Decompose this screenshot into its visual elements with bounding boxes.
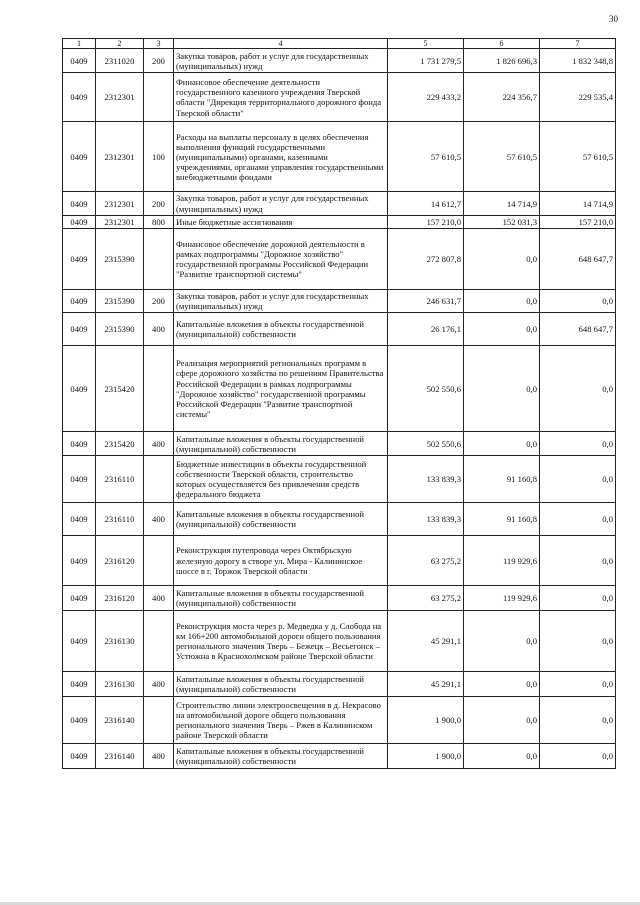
section-code: 0409 bbox=[63, 672, 96, 697]
target-code: 2312301 bbox=[96, 122, 144, 192]
header-cell: 2 bbox=[96, 39, 144, 49]
table-row bbox=[63, 611, 616, 672]
amount-col6: 0,0 bbox=[464, 313, 540, 346]
table-row bbox=[63, 672, 616, 697]
expense-type-code: 400 bbox=[144, 744, 174, 769]
amount-col7: 57 610,5 bbox=[540, 122, 616, 192]
expense-type-code: 100 bbox=[144, 122, 174, 192]
amount-col6: 91 160,8 bbox=[464, 456, 540, 503]
header-cell: 4 bbox=[174, 39, 388, 49]
target-code: 2316130 bbox=[96, 672, 144, 697]
amount-col7: 0,0 bbox=[540, 744, 616, 769]
section-code: 0409 bbox=[63, 697, 96, 744]
expense-type-code bbox=[144, 73, 174, 122]
table-row bbox=[63, 536, 616, 586]
amount-col7: 648 647,7 bbox=[540, 313, 616, 346]
amount-col6: 0,0 bbox=[464, 228, 540, 289]
amount-col7: 0,0 bbox=[540, 456, 616, 503]
expense-type-code bbox=[144, 697, 174, 744]
amount-col6: 0,0 bbox=[464, 289, 540, 312]
expense-type-code bbox=[144, 346, 174, 432]
target-code: 2316140 bbox=[96, 697, 144, 744]
expense-type-code: 200 bbox=[144, 289, 174, 312]
item-description: Реализация мероприятий региональных программ в сфере дорожного хозяйства по решениям Правительства Российской Федерации в рамках подпрограммы "Дорожное хозяйство" государственной программы Российской Федерации "Развитие транспортной системы" bbox=[174, 346, 388, 432]
target-code: 2316110 bbox=[96, 503, 144, 536]
amount-col6: 14 714,9 bbox=[464, 192, 540, 215]
table-row bbox=[63, 346, 616, 432]
expense-type-code: 400 bbox=[144, 672, 174, 697]
table-row bbox=[63, 313, 616, 346]
item-description: Расходы на выплаты персоналу в целях обеспечения выполнения функций государственными (муниципальными) органами, казенными учреждениями, органами управления государственными внебюджетными фондами bbox=[174, 122, 388, 192]
expense-type-code bbox=[144, 228, 174, 289]
amount-col6: 0,0 bbox=[464, 672, 540, 697]
expense-type-code: 400 bbox=[144, 432, 174, 456]
item-description: Капитальные вложения в объекты государственной (муниципальной) собственности bbox=[174, 586, 388, 611]
amount-col5: 246 631,7 bbox=[388, 289, 464, 312]
item-description: Капитальные вложения в объекты государственной (муниципальной) собственности bbox=[174, 672, 388, 697]
target-code: 2315390 bbox=[96, 228, 144, 289]
table-row bbox=[63, 192, 616, 215]
header-cell: 6 bbox=[464, 39, 540, 49]
section-code: 0409 bbox=[63, 503, 96, 536]
target-code: 2316120 bbox=[96, 586, 144, 611]
expense-type-code bbox=[144, 611, 174, 672]
table-row bbox=[63, 432, 616, 456]
item-description: Закупка товаров, работ и услуг для государственных (муниципальных) нужд bbox=[174, 49, 388, 73]
target-code: 2316130 bbox=[96, 611, 144, 672]
amount-col5: 133 839,3 bbox=[388, 456, 464, 503]
amount-col7: 157 210,0 bbox=[540, 215, 616, 228]
amount-col5: 57 610,5 bbox=[388, 122, 464, 192]
section-code: 0409 bbox=[63, 456, 96, 503]
amount-col6: 0,0 bbox=[464, 432, 540, 456]
item-description: Иные бюджетные ассигнования bbox=[174, 215, 388, 228]
section-code: 0409 bbox=[63, 536, 96, 586]
section-code: 0409 bbox=[63, 346, 96, 432]
amount-col6: 91 160,8 bbox=[464, 503, 540, 536]
amount-col5: 157 210,0 bbox=[388, 215, 464, 228]
target-code: 2315420 bbox=[96, 346, 144, 432]
item-description: Строительство линии электроосвещения в д. Некрасово на автомобильной дороге общего пользования регионального значения Тверь – Ржев в Калининском районе Тверской области bbox=[174, 697, 388, 744]
section-code: 0409 bbox=[63, 122, 96, 192]
target-code: 2316110 bbox=[96, 456, 144, 503]
amount-col7: 229 535,4 bbox=[540, 73, 616, 122]
section-code: 0409 bbox=[63, 611, 96, 672]
amount-col5: 502 550,6 bbox=[388, 346, 464, 432]
target-code: 2312301 bbox=[96, 192, 144, 215]
section-code: 0409 bbox=[63, 192, 96, 215]
section-code: 0409 bbox=[63, 313, 96, 346]
section-code: 0409 bbox=[63, 744, 96, 769]
header-row bbox=[63, 39, 616, 49]
amount-col6: 119 929,6 bbox=[464, 586, 540, 611]
table-row bbox=[63, 586, 616, 611]
amount-col7: 1 832 348,8 bbox=[540, 49, 616, 73]
amount-col6: 0,0 bbox=[464, 346, 540, 432]
item-description: Капитальные вложения в объекты государственной (муниципальной) собственности bbox=[174, 432, 388, 456]
item-description: Реконструкция путепровода через Октябрьскую железную дорогу в створе ул. Мира - Калининское шоссе в г. Торжок Тверской области bbox=[174, 536, 388, 586]
amount-col5: 45 291,1 bbox=[388, 611, 464, 672]
table-row bbox=[63, 215, 616, 228]
item-description: Капитальные вложения в объекты государственной (муниципальной) собственности bbox=[174, 744, 388, 769]
section-code: 0409 bbox=[63, 49, 96, 73]
amount-col5: 1 731 279,5 bbox=[388, 49, 464, 73]
target-code: 2312301 bbox=[96, 215, 144, 228]
amount-col6: 57 610,5 bbox=[464, 122, 540, 192]
item-description: Закупка товаров, работ и услуг для государственных (муниципальных) нужд bbox=[174, 192, 388, 215]
header-cell: 3 bbox=[144, 39, 174, 49]
table-row bbox=[63, 228, 616, 289]
table-row bbox=[63, 744, 616, 769]
amount-col5: 133 839,3 bbox=[388, 503, 464, 536]
amount-col5: 1 900,0 bbox=[388, 697, 464, 744]
header-cell: 1 bbox=[63, 39, 96, 49]
table-row bbox=[63, 73, 616, 122]
amount-col7: 0,0 bbox=[540, 697, 616, 744]
item-description: Реконструкция моста через р. Медведка у д. Слобода на км 166+200 автомобильной дороги общего пользования регионального значения Тверь – Бежецк – Весьегонск – Устюжна в Краснохолмском районе Тверской области bbox=[174, 611, 388, 672]
amount-col7: 0,0 bbox=[540, 672, 616, 697]
amount-col6: 0,0 bbox=[464, 611, 540, 672]
page-number: 30 bbox=[609, 14, 618, 24]
amount-col7: 0,0 bbox=[540, 432, 616, 456]
amount-col7: 0,0 bbox=[540, 289, 616, 312]
target-code: 2312301 bbox=[96, 73, 144, 122]
section-code: 0409 bbox=[63, 228, 96, 289]
amount-col6: 0,0 bbox=[464, 697, 540, 744]
amount-col7: 0,0 bbox=[540, 503, 616, 536]
target-code: 2315390 bbox=[96, 313, 144, 346]
header-cell: 7 bbox=[540, 39, 616, 49]
amount-col5: 63 275,2 bbox=[388, 536, 464, 586]
amount-col5: 272 807,8 bbox=[388, 228, 464, 289]
amount-col5: 1 900,0 bbox=[388, 744, 464, 769]
section-code: 0409 bbox=[63, 432, 96, 456]
amount-col7: 0,0 bbox=[540, 536, 616, 586]
target-code: 2311020 bbox=[96, 49, 144, 73]
target-code: 2316120 bbox=[96, 536, 144, 586]
header-cell: 5 bbox=[388, 39, 464, 49]
table-row bbox=[63, 289, 616, 312]
amount-col6: 119 929,6 bbox=[464, 536, 540, 586]
amount-col6: 1 826 696,3 bbox=[464, 49, 540, 73]
amount-col7: 0,0 bbox=[540, 346, 616, 432]
expense-type-code: 800 bbox=[144, 215, 174, 228]
expense-type-code: 200 bbox=[144, 49, 174, 73]
item-description: Капитальные вложения в объекты государственной (муниципальной) собственности bbox=[174, 503, 388, 536]
amount-col6: 224 356,7 bbox=[464, 73, 540, 122]
amount-col5: 14 612,7 bbox=[388, 192, 464, 215]
expense-type-code: 200 bbox=[144, 192, 174, 215]
target-code: 2316140 bbox=[96, 744, 144, 769]
item-description: Финансовое обеспечение деятельности государственного казенного учреждения Тверской области "Дирекция территориального дорожного фонда Тверской области" bbox=[174, 73, 388, 122]
amount-col5: 229 433,2 bbox=[388, 73, 464, 122]
amount-col5: 45 291,1 bbox=[388, 672, 464, 697]
amount-col5: 26 176,1 bbox=[388, 313, 464, 346]
target-code: 2315390 bbox=[96, 289, 144, 312]
table-row bbox=[63, 122, 616, 192]
table-row bbox=[63, 503, 616, 536]
item-description: Финансовое обеспечение дорожной деятельности в рамках подпрограммы "Дорожное хозяйство" государственной программы Российской Федерации "Развитие транспортной системы" bbox=[174, 228, 388, 289]
section-code: 0409 bbox=[63, 73, 96, 122]
expense-type-code: 400 bbox=[144, 313, 174, 346]
expense-type-code bbox=[144, 456, 174, 503]
table-row bbox=[63, 49, 616, 73]
amount-col7: 0,0 bbox=[540, 586, 616, 611]
section-code: 0409 bbox=[63, 215, 96, 228]
item-description: Бюджетные инвестиции в объекты государственной собственности Тверской области, строительство которых осуществляется без привлечения средств федерального бюджета bbox=[174, 456, 388, 503]
amount-col7: 0,0 bbox=[540, 611, 616, 672]
amount-col5: 63 275,2 bbox=[388, 586, 464, 611]
table-row bbox=[63, 456, 616, 503]
amount-col6: 152 031,3 bbox=[464, 215, 540, 228]
budget-table bbox=[62, 38, 616, 769]
item-description: Закупка товаров, работ и услуг для государственных (муниципальных) нужд bbox=[174, 289, 388, 312]
section-code: 0409 bbox=[63, 289, 96, 312]
item-description: Капитальные вложения в объекты государственной (муниципальной) собственности bbox=[174, 313, 388, 346]
amount-col7: 14 714,9 bbox=[540, 192, 616, 215]
table-body bbox=[63, 49, 616, 769]
expense-type-code: 400 bbox=[144, 503, 174, 536]
amount-col6: 0,0 bbox=[464, 744, 540, 769]
section-code: 0409 bbox=[63, 586, 96, 611]
amount-col7: 648 647,7 bbox=[540, 228, 616, 289]
expense-type-code bbox=[144, 536, 174, 586]
amount-col5: 502 550,6 bbox=[388, 432, 464, 456]
table-row bbox=[63, 697, 616, 744]
expense-type-code: 400 bbox=[144, 586, 174, 611]
target-code: 2315420 bbox=[96, 432, 144, 456]
